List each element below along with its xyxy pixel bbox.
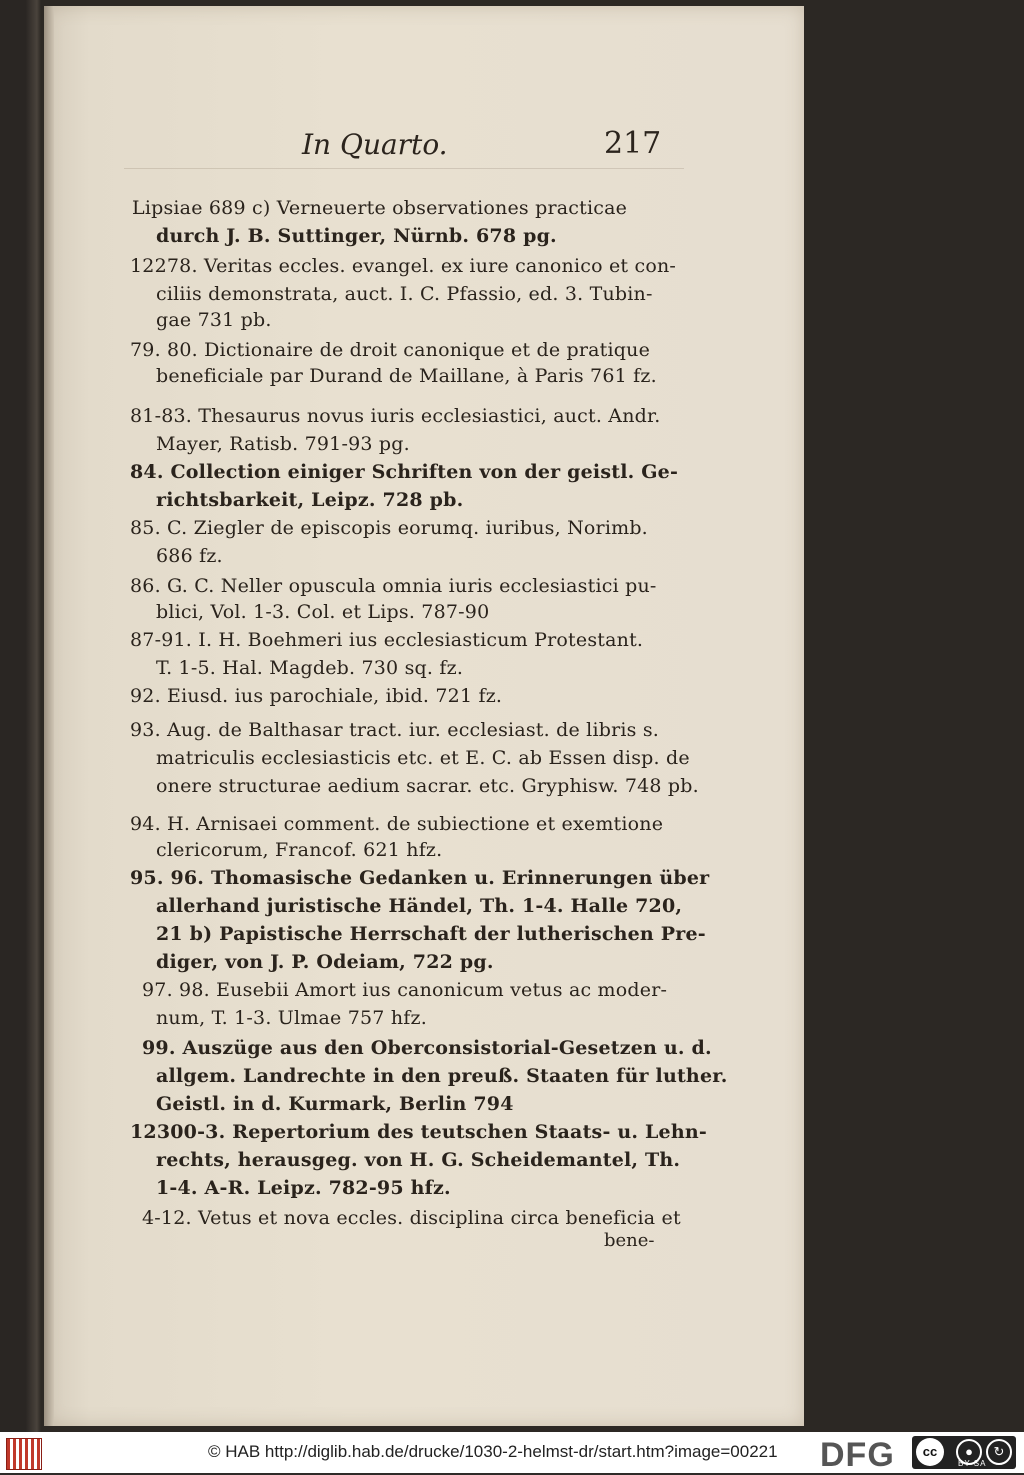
page-number: 217: [604, 126, 662, 161]
text-line: onere structurae aedium sacrar. etc. Gryphisw. 748 pb.: [156, 775, 699, 797]
text-line: allgem. Landrechte in den preuß. Staaten für luther.: [156, 1065, 728, 1087]
header-divider: [124, 168, 684, 169]
page-title: In Quarto.: [302, 128, 448, 161]
catchword: bene-: [604, 1230, 655, 1251]
hab-barcode-icon: [6, 1438, 42, 1470]
cc-icon: cc: [916, 1438, 944, 1466]
text-line: num, T. 1-3. Ulmae 757 hfz.: [156, 1007, 427, 1029]
text-line: 81-83. Thesaurus novus iuris ecclesiastici, auct. Andr.: [130, 405, 661, 427]
page-gutter: [44, 6, 54, 1426]
text-line: 85. C. Ziegler de episcopis eorumq. iuribus, Norimb.: [130, 517, 648, 539]
text-line: 97. 98. Eusebii Amort ius canonicum vetus ac moder-: [142, 979, 668, 1001]
text-line: beneficiale par Durand de Maillane, à Paris 761 fz.: [156, 365, 657, 387]
viewer-footer: [0, 1432, 1024, 1473]
text-line: clericorum, Francof. 621 hfz.: [156, 839, 443, 861]
text-line: rechts, herausgeg. von H. G. Scheidemantel, Th.: [156, 1149, 681, 1171]
text-line: 12278. Veritas eccles. evangel. ex iure canonico et con-: [130, 255, 677, 277]
text-line: 99. Auszüge aus den Oberconsistorial-Gesetzen u. d.: [142, 1037, 712, 1059]
text-line: 1-4. A-R. Leipz. 782-95 hfz.: [156, 1177, 451, 1199]
text-line: blici, Vol. 1-3. Col. et Lips. 787-90: [156, 601, 490, 623]
running-header: [44, 124, 804, 168]
dfg-logo: DFG: [820, 1436, 895, 1474]
text-line: Mayer, Ratisb. 791-93 pg.: [156, 433, 410, 455]
text-line: 4-12. Vetus et nova eccles. disciplina circa beneficia et: [142, 1207, 681, 1229]
copyright-link[interactable]: © HAB http://diglib.hab.de/drucke/1030-2-helmst-dr/start.htm?image=00221: [208, 1442, 778, 1461]
text-line: ciliis demonstrata, auct. I. C. Pfassio, ed. 3. Tubin-: [156, 283, 653, 305]
text-line: 87-91. I. H. Boehmeri ius ecclesiasticum Protestant.: [130, 629, 644, 651]
text-line: richtsbarkeit, Leipz. 728 pb.: [156, 489, 464, 511]
text-line: 95. 96. Thomasische Gedanken u. Erinnerungen über: [130, 867, 710, 889]
sa-icon: ↻: [986, 1439, 1012, 1465]
text-line: 92. Eiusd. ius parochiale, ibid. 721 fz.: [130, 685, 503, 707]
text-line: 93. Aug. de Balthasar tract. iur. ecclesiast. de libris s.: [130, 719, 660, 741]
text-line: Geistl. in d. Kurmark, Berlin 794: [156, 1093, 514, 1115]
text-line: allerhand juristische Händel, Th. 1-4. Halle 720,: [156, 895, 683, 917]
text-line: 79. 80. Dictionaire de droit canonique et de pratique: [130, 339, 651, 361]
cc-license-badge[interactable]: [912, 1436, 1016, 1469]
text-line: diger, von J. P. Odeiam, 722 pg.: [156, 951, 494, 973]
text-line: Lipsiae 689 c) Verneuerte observationes practicae: [132, 197, 628, 219]
text-line: 12300-3. Repertorium des teutschen Staats- u. Lehn-: [130, 1121, 707, 1143]
text-line: T. 1-5. Hal. Magdeb. 730 sq. fz.: [156, 657, 464, 679]
text-line: 94. H. Arnisaei comment. de subiectione et exemtione: [130, 813, 664, 835]
text-line: gae 731 pb.: [156, 309, 272, 331]
text-line: 686 fz.: [156, 545, 223, 567]
cc-license-label: BY SA: [958, 1459, 987, 1468]
text-line: 86. G. C. Neller opuscula omnia iuris ecclesiastici pu-: [130, 575, 657, 597]
text-line: 21 b) Papistische Herrschaft der lutherischen Pre-: [156, 923, 706, 945]
text-line: durch J. B. Suttinger, Nürnb. 678 pg.: [156, 225, 557, 247]
book-page: [44, 6, 804, 1426]
by-icon: ●: [956, 1439, 982, 1465]
text-line: 84. Collection einiger Schriften von der geistl. Ge-: [130, 461, 679, 483]
text-line: matriculis ecclesiasticis etc. et E. C. ab Essen disp. de: [156, 747, 690, 769]
